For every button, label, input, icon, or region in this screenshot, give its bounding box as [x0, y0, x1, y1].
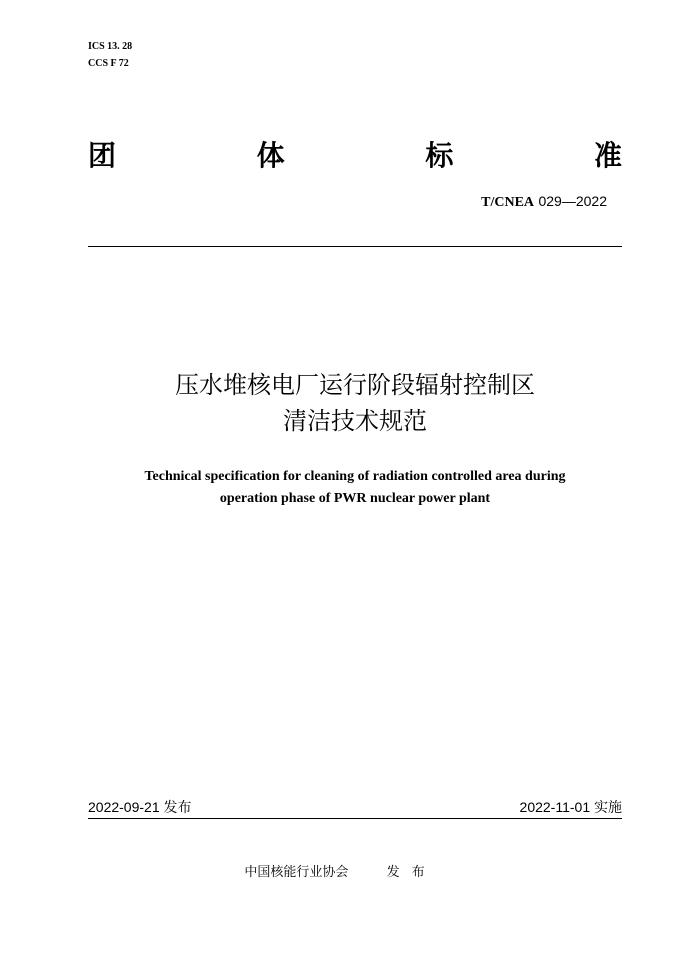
- chinese-title-line-2: 清洁技术规范: [283, 407, 427, 435]
- standard-type-char-4: 准: [593, 139, 622, 172]
- implement-date-block: [520, 798, 622, 817]
- standard-type-char-3: 标: [425, 139, 454, 172]
- publisher-action: 发布: [386, 865, 437, 880]
- standard-code: [481, 192, 607, 212]
- publisher-line: [0, 864, 681, 882]
- publish-label: 发布: [163, 800, 192, 816]
- standard-code-number: 029—2022: [538, 193, 607, 209]
- top-divider: [88, 246, 622, 247]
- ics-text: ICS 13. 28: [88, 41, 133, 52]
- chinese-title: [60, 367, 650, 439]
- english-title-line-1: Technical specification for cleaning of radiation controlled area during: [144, 469, 566, 484]
- standard-type-heading: [88, 136, 622, 176]
- english-title: [60, 466, 650, 510]
- publisher-org: 中国核能行业协会: [244, 865, 349, 880]
- bottom-divider: [88, 818, 622, 819]
- implement-date: 2022-11-01: [519, 799, 591, 815]
- chinese-title-line-1: 压水堆核电厂运行阶段辐射控制区: [175, 371, 535, 399]
- ccs-code: [88, 58, 129, 70]
- standard-type-char-2: 体: [256, 139, 285, 172]
- implement-label: 实施: [594, 800, 622, 816]
- standard-type-char-1: 团: [88, 139, 117, 172]
- ccs-text: CCS F 72: [88, 58, 129, 69]
- ics-code: [88, 41, 132, 53]
- publish-date: 2022-09-21: [88, 799, 160, 815]
- dates-row: [88, 798, 622, 817]
- standard-code-prefix: T/CNEA: [481, 195, 535, 210]
- publish-date-block: [88, 798, 192, 817]
- english-title-line-2: operation phase of PWR nuclear power plant: [219, 491, 491, 506]
